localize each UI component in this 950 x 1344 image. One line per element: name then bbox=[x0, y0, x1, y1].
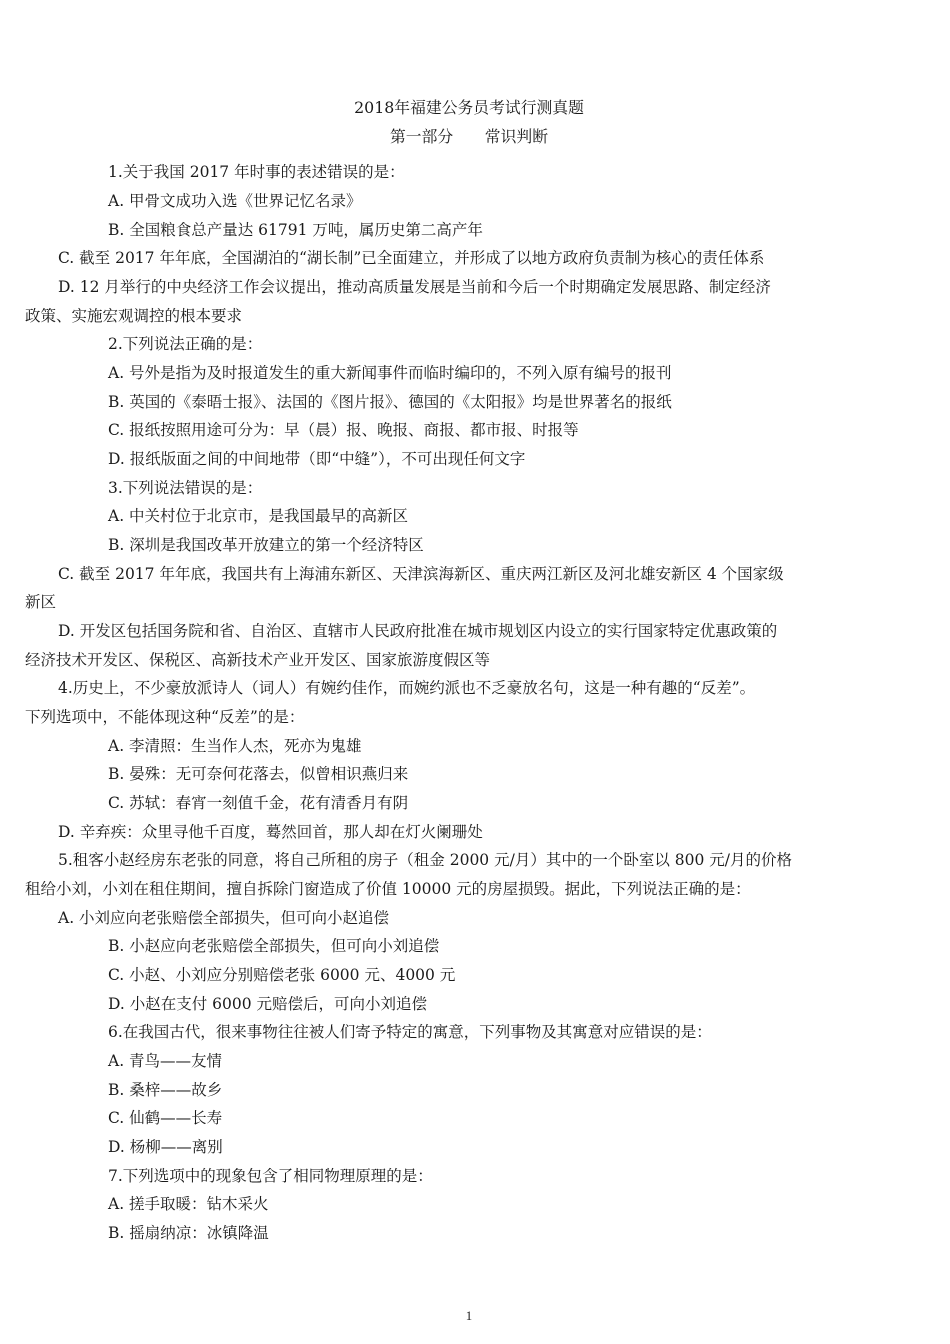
question-6-option-d: D. 杨柳——离别 bbox=[108, 1138, 223, 1156]
question-1-option-d: D. 12 月举行的中央经济工作会议提出，推动高质量发展是当前和今后一个时期确定发展思路、制定经济 bbox=[58, 278, 771, 296]
question-5-option-c: C. 小赵、小刘应分别赔偿老张 6000 元、4000 元 bbox=[108, 966, 456, 984]
question-5-stem-cont: 租给小刘，小刘在租住期间，擅自拆除门窗造成了价值 10000 元的房屋损毁。据此，下列说法正确的是： bbox=[25, 880, 751, 898]
question-1-option-d-cont: 政策、实施宏观调控的根本要求 bbox=[25, 307, 243, 325]
question-5-stem: 5.租客小赵经房东老张的同意，将自己所租的房子（租金 2000 元/月）其中的一个卧室以 800 元/月的价格 bbox=[58, 851, 792, 869]
question-1-option-c: C. 截至 2017 年年底，全国湖泊的“湖长制”已全面建立，并形成了以地方政府负责制为核心的责任体系 bbox=[58, 249, 765, 267]
question-3-option-d-cont: 经济技术开发区、保税区、高新技术产业开发区、国家旅游度假区等 bbox=[25, 651, 491, 669]
question-2-option-b: B. 英国的《泰晤士报》、法国的《图片报》、德国的《太阳报》均是世界著名的报纸 bbox=[108, 393, 672, 411]
question-2-stem: 2.下列说法正确的是： bbox=[108, 335, 263, 353]
question-7-stem: 7.下列选项中的现象包含了相同物理原理的是： bbox=[108, 1167, 433, 1185]
question-7-option-b: B. 摇扇纳凉：冰镇降温 bbox=[108, 1224, 269, 1242]
question-2-option-c: C. 报纸按照用途可分为：早（晨）报、晚报、商报、都市报、时报等 bbox=[108, 421, 579, 439]
question-3-option-a: A. 中关村位于北京市，是我国最早的高新区 bbox=[108, 507, 409, 525]
document-title: 2018年福建公务员考试行测真题 bbox=[354, 98, 584, 117]
question-4-option-a: A. 李清照：生当作人杰，死亦为鬼雄 bbox=[108, 737, 362, 755]
question-1-stem: 1.关于我国 2017 年时事的表述错误的是： bbox=[108, 163, 405, 181]
question-2-option-a: A. 号外是指为及时报道发生的重大新闻事件而临时编印的，不列入原有编号的报刊 bbox=[108, 364, 672, 382]
question-6-option-b: B. 桑梓——故乡 bbox=[108, 1081, 223, 1099]
question-1-option-b: B. 全国粮食总产量达 61791 万吨，属历史第二高产年 bbox=[108, 221, 483, 239]
question-5-option-a: A. 小刘应向老张赔偿全部损失，但可向小赵追偿 bbox=[58, 909, 390, 927]
section-heading: 第一部分 常识判断 bbox=[390, 127, 549, 146]
question-3-option-c-cont: 新区 bbox=[25, 593, 57, 611]
question-4-stem-cont: 下列选项中，不能体现这种“反差”的是： bbox=[25, 708, 305, 726]
question-6-stem: 6.在我国古代，很来事物往往被人们寄予特定的寓意，下列事物及其寓意对应错误的是： bbox=[108, 1023, 712, 1041]
page-number: 1 bbox=[465, 1308, 473, 1323]
question-2-option-d: D. 报纸版面之间的中间地带（即“中缝”），不可出现任何文字 bbox=[108, 450, 526, 468]
question-1-option-a: A. 甲骨文成功入选《世界记忆名录》 bbox=[108, 192, 362, 210]
question-7-option-a: A. 搓手取暖：钻木采火 bbox=[108, 1195, 269, 1213]
question-5-option-b: B. 小赵应向老张赔偿全部损失，但可向小刘追偿 bbox=[108, 937, 440, 955]
question-3-option-c: C. 截至 2017 年年底，我国共有上海浦东新区、天津滨海新区、重庆两江新区及河北雄安新区 4 个国家级 bbox=[58, 565, 784, 583]
question-6-option-c: C. 仙鹤——长寿 bbox=[108, 1109, 223, 1127]
question-3-option-d: D. 开发区包括国务院和省、自治区、直辖市人民政府批准在城市规划区内设立的实行国家特定优惠政策的 bbox=[58, 622, 778, 640]
question-4-stem: 4.历史上，不少豪放派诗人（词人）有婉约佳作，而婉约派也不乏豪放名句，这是一种有趣的“反差”。 bbox=[58, 679, 756, 697]
question-4-option-c: C. 苏轼：春宵一刻值千金，花有清香月有阴 bbox=[108, 794, 409, 812]
question-3-option-b: B. 深圳是我国改革开放建立的第一个经济特区 bbox=[108, 536, 424, 554]
question-4-option-d: D. 辛弃疾：众里寻他千百度，蓦然回首，那人却在灯火阑珊处 bbox=[58, 823, 483, 841]
question-6-option-a: A. 青鸟——友情 bbox=[108, 1052, 223, 1070]
question-4-option-b: B. 晏殊：无可奈何花落去，似曾相识燕归来 bbox=[108, 765, 409, 783]
question-5-option-d: D. 小赵在支付 6000 元赔偿后，可向小刘追偿 bbox=[108, 995, 428, 1013]
question-3-stem: 3.下列说法错误的是： bbox=[108, 479, 263, 497]
